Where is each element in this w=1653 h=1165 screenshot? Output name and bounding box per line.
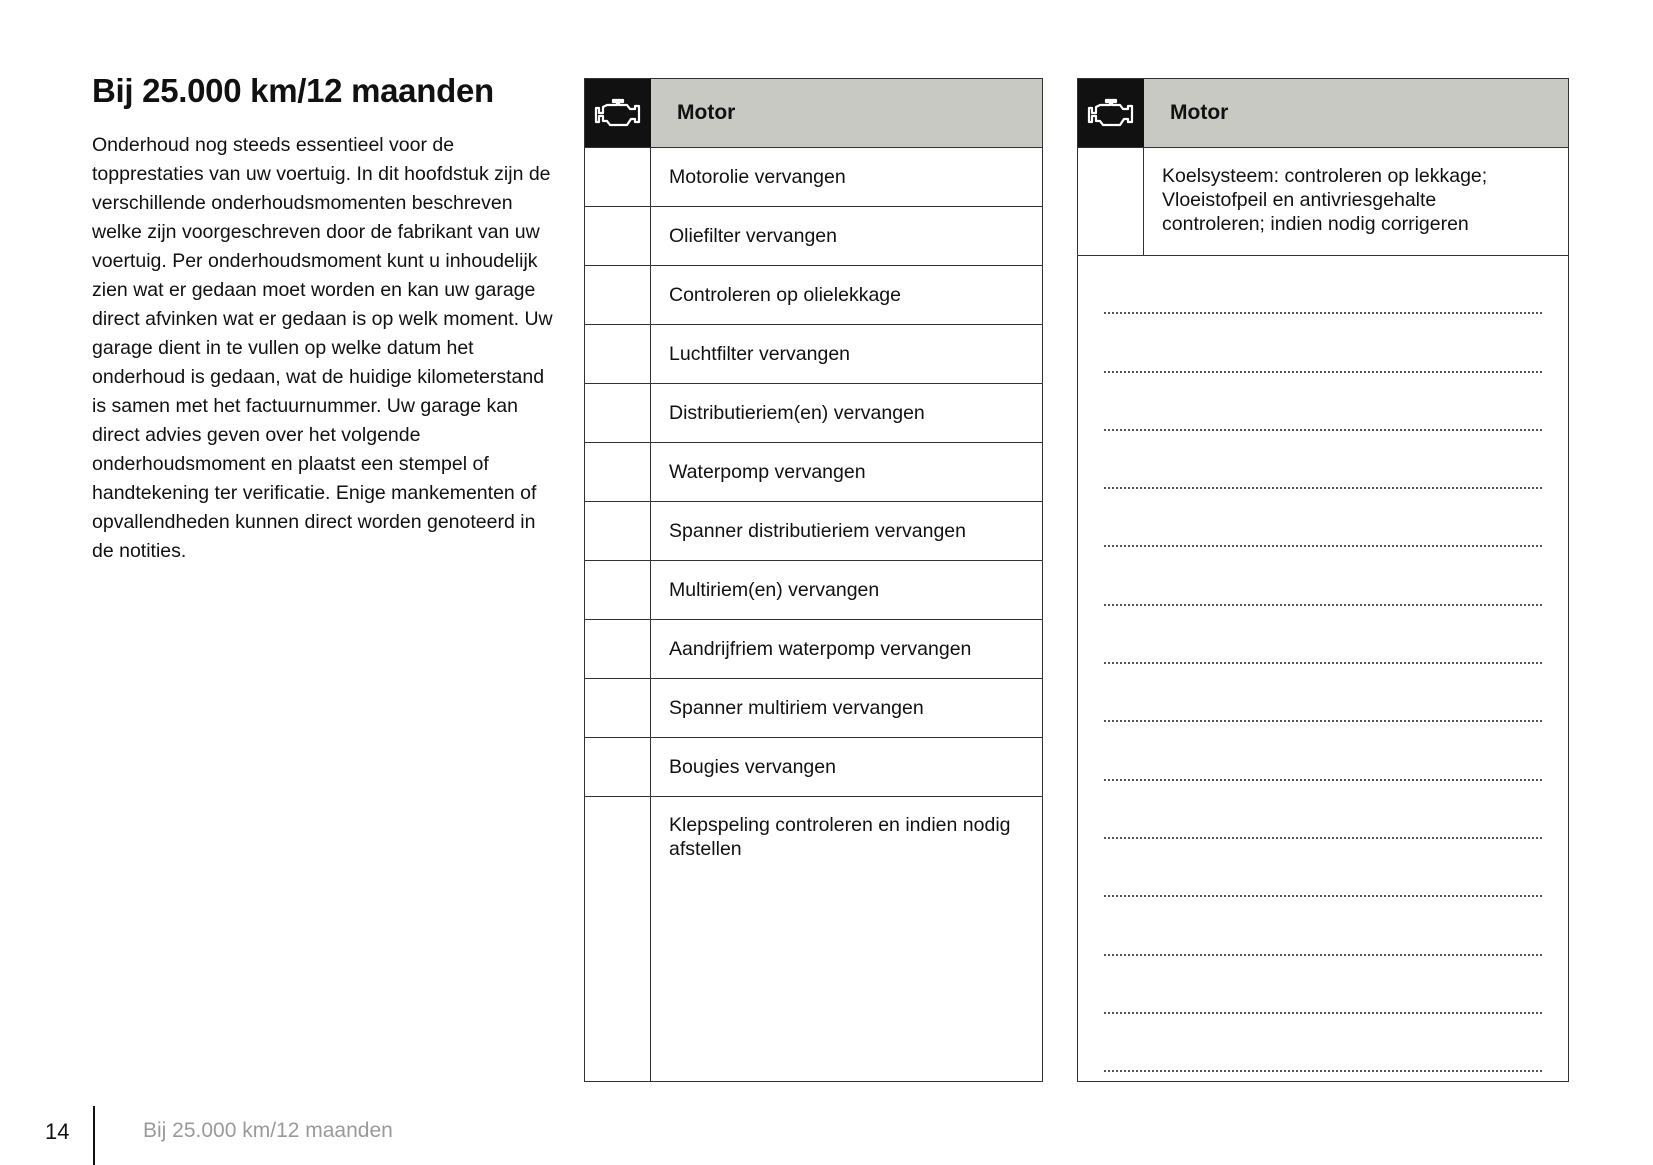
intro-paragraph: Onderhoud nog steeds essentieel voor de topprestaties van uw voertuig. In dit hoofdstuk zijn de verschillende onderhoudsmomenten beschreven welke zijn voorgeschreven door de fabrikant van uw voertuig. Per onderhoudsmoment kunt u inhoudelijk zien wat er gedaan moet worden en kan uw garage direct afvinken wat er gedaan is op welk moment. Uw garage dient in te vullen op welke datum het onderhoud is gedaan, wat de huidige kilometerstand is samen met het factuurnummer. Uw garage kan direct advies geven over het volgende onderhoudsmoment en plaatst een stempel of handtekening ter verificatie. Enige mankementen of opvallendheden kunnen direct worden genoteerd in de notities. [92,134,553,562]
checklist-item-label: Koelsysteem: controleren op lekkage; Vloeistofpeil en antivriesgehalte controleren; indien nodig corrigeren [1162,165,1488,235]
checkbox-cell[interactable] [585,502,651,560]
checklist-item-label: Klepspeling controleren en indien nodig afstellen [669,814,1011,860]
checklist-item-label: Distributieriem(en) vervangen [669,402,925,424]
checklist-item-label: Multiriem(en) vervangen [669,579,880,601]
engine-icon [585,79,651,147]
note-line[interactable] [1104,314,1542,372]
checklist-item-label: Motorolie vervangen [669,166,846,188]
panel-header-label: Motor [677,101,736,124]
panel-header-label: Motor [1170,101,1229,124]
checkbox-cell[interactable] [585,561,651,619]
checklist-row [585,561,1042,620]
checklist-item-label: Aandrijfriem waterpomp vervangen [669,638,972,660]
checkbox-cell[interactable] [585,384,651,442]
checklist-row [585,207,1042,266]
checklist-item-label: Bougies vervangen [669,756,836,778]
note-line[interactable] [1104,606,1542,664]
page-title: Bij 25.000 km/12 maanden [92,72,494,109]
checklist-row [585,738,1042,797]
note-line[interactable] [1104,547,1542,605]
checklist-body [1078,148,1568,256]
checklist-row [585,443,1042,502]
checklist-item-label: Waterpomp vervangen [669,461,866,483]
checklist-row [585,502,1042,561]
checkbox-cell[interactable] [585,738,651,796]
checklist-item-label: Spanner distributieriem vervangen [669,520,966,542]
note-line[interactable] [1104,839,1542,897]
note-line[interactable] [1104,256,1542,314]
note-line[interactable] [1104,781,1542,839]
checklist-row [585,148,1042,207]
checklist-panel-motor [584,78,1043,1082]
note-line[interactable] [1104,897,1542,955]
note-line[interactable] [1104,373,1542,431]
checkbox-cell[interactable] [1078,148,1144,255]
checkbox-cell[interactable] [585,443,651,501]
checkbox-cell[interactable] [585,679,651,737]
checklist-row [1078,148,1568,256]
note-line[interactable] [1104,1014,1542,1072]
footer-section-title: Bij 25.000 km/12 maanden [143,1119,393,1142]
checkbox-cell[interactable] [585,797,651,1082]
note-line[interactable] [1104,664,1542,722]
engine-icon [1078,79,1144,147]
checklist-item-label: Luchtfilter vervangen [669,343,851,365]
panel-header [585,79,1042,148]
note-line[interactable] [1104,956,1542,1014]
checklist-panel-motor-notes [1077,78,1569,1082]
checkbox-cell[interactable] [585,266,651,324]
checklist-item-label: Oliefilter vervangen [669,225,837,247]
footer-divider [93,1106,95,1165]
checkbox-cell[interactable] [585,148,651,206]
panel-header [1078,79,1568,148]
checkbox-cell[interactable] [585,620,651,678]
checkbox-cell[interactable] [585,207,651,265]
checklist-row [585,384,1042,443]
page-number: 14 [45,1119,70,1144]
checklist-item-label: Controleren op olielekkage [669,284,901,306]
note-line[interactable] [1104,722,1542,780]
checklist-row [585,679,1042,738]
checklist-row [585,620,1042,679]
notes-area[interactable] [1078,256,1568,1072]
checklist-row [585,797,1042,1082]
checklist-body [585,148,1042,1082]
checklist-row [585,266,1042,325]
checkbox-cell[interactable] [585,325,651,383]
note-line[interactable] [1104,489,1542,547]
note-line[interactable] [1104,431,1542,489]
checklist-row [585,325,1042,384]
checklist-item-label: Spanner multiriem vervangen [669,697,924,719]
